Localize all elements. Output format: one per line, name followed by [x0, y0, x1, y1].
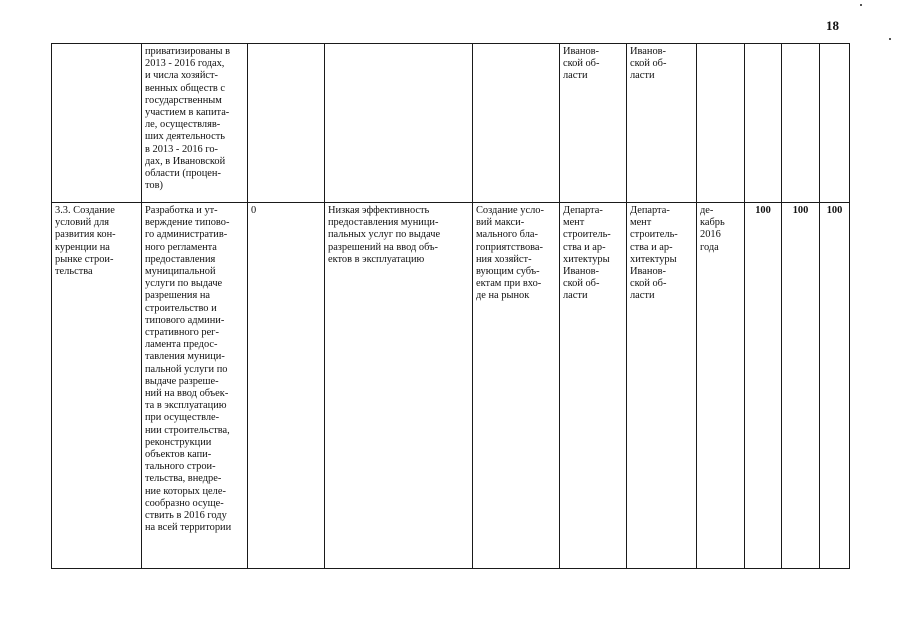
cell-responsible: Иванов- ской об- ласти — [627, 44, 697, 203]
cell-deadline: де- кабрь 2016 года — [697, 203, 745, 569]
cell-problem: Низкая эффективность предоставления муници- пальных услуг по выдаче разрешений на ввод объ- ектов в эксплуатацию — [325, 203, 473, 569]
measures-table — [51, 43, 850, 569]
cell-value-2 — [782, 44, 820, 203]
cell-responsible: Департа- мент строитель- ства и ар- хитектуры Иванов- ской об- ласти — [627, 203, 697, 569]
cell-base-value — [248, 44, 325, 203]
table-row — [52, 203, 850, 569]
cell-value-2: 100 — [782, 203, 820, 569]
cell-base-value: 0 — [248, 203, 325, 569]
cell-indicator: приватизированы в 2013 - 2016 годах, и числа хозяйст- венных обществ с государственным участием в капита- ле, осуществляв- ших деятельность в 2013 - 2016 го- дах, в Ивановской области (процен- тов) — [142, 44, 248, 203]
scan-speck-right — [889, 38, 891, 40]
cell-value-1 — [745, 44, 782, 203]
cell-executor: Департа- мент строитель- ства и ар- хитектуры Иванов- ской об- ласти — [560, 203, 627, 569]
table-row — [52, 44, 850, 203]
cell-result — [473, 44, 560, 203]
cell-event — [52, 44, 142, 203]
cell-executor: Иванов- ской об- ласти — [560, 44, 627, 203]
cell-result: Создание усло- вий макси- мального бла- гоприятствова- ния хозяйст- вующим субъ- ектам при вхо- де на рынок — [473, 203, 560, 569]
cell-indicator: Разработка и ут- верждение типово- го административ- ного регламента предоставления муниципальной услуги по выдаче разрешения на строительство и типового админи- стративного рег- ламента предос- тавления муници- пальной услуги по выдаче разреше- ний на ввод объек- та в эксплуатацию при осуществле- нии строительства, реконструкции объектов капи- тального строи- тельства, внедре- ние которых целе- сообразно осуще- ствить в 2016 году на всей территории — [142, 203, 248, 569]
cell-event: 3.3. Создание условий для развития кон- куренции на рынке строи- тельства — [52, 203, 142, 569]
cell-value-1: 100 — [745, 203, 782, 569]
cell-problem — [325, 44, 473, 203]
cell-deadline — [697, 44, 745, 203]
cell-value-3 — [820, 44, 850, 203]
page-number: 18 — [826, 18, 839, 33]
cell-value-3: 100 — [820, 203, 850, 569]
scan-speck-top — [860, 4, 862, 6]
